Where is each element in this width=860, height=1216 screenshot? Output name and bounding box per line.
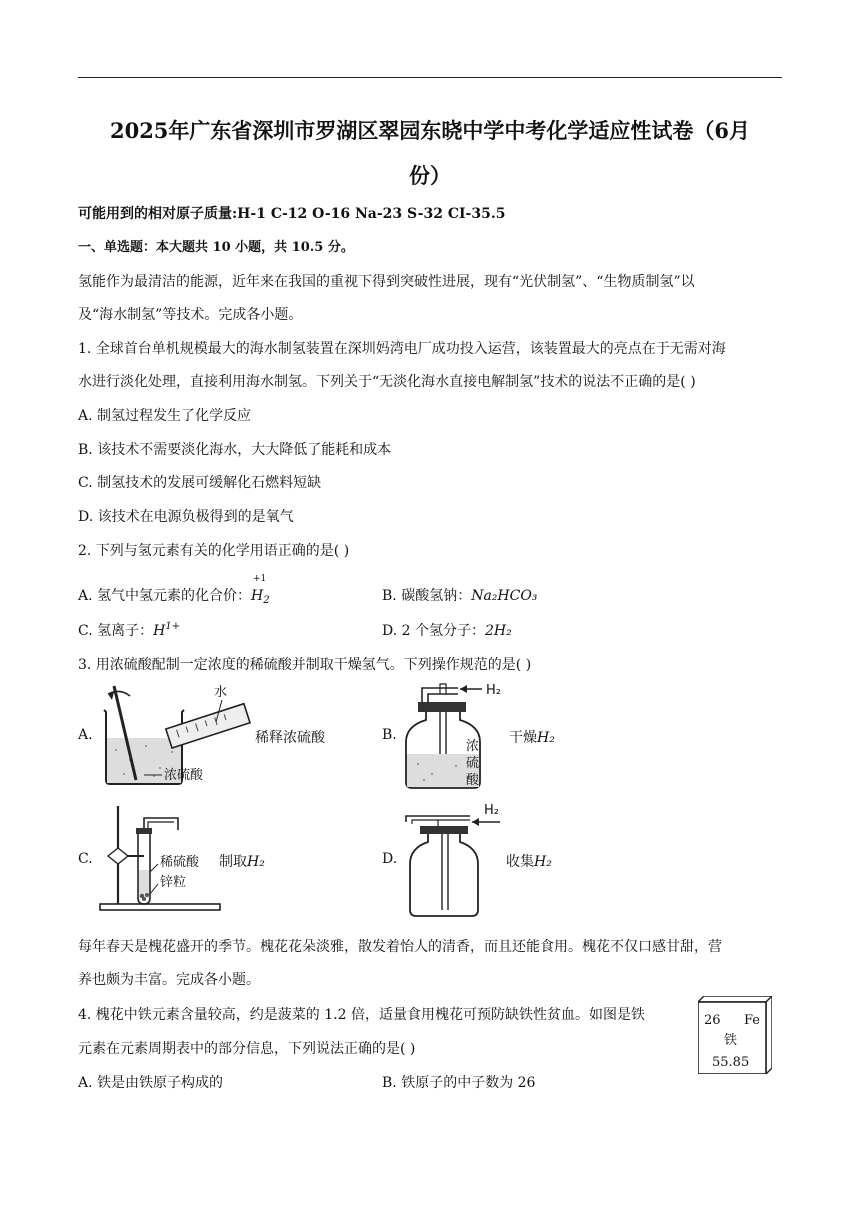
formula-subscript: 2: [263, 595, 270, 606]
element-symbol: Fe: [744, 1013, 761, 1028]
question-3-option-a-caption: 稀释浓硫酸: [255, 730, 325, 746]
option-text: B. 碳酸氢钠：: [382, 588, 472, 604]
figure-collecting-bottle: [398, 798, 518, 918]
section-heading: 一、单选题：本大题共 10 小题，共 10.5 分。: [78, 240, 354, 255]
formula: 2H₂: [484, 623, 512, 639]
iron-element-card: [698, 996, 772, 1074]
element-name: 铁: [724, 1033, 738, 1048]
question-3-option-c-caption: [219, 851, 265, 871]
question-1-option-d[interactable]: D. 该技术在电源负极得到的是氧气: [78, 509, 294, 525]
intro-paragraph-1b: 及“海水制氢”等技术。完成各小题。: [78, 307, 303, 323]
question-4-stem-b: 元素在元素周期表中的部分信息，下列说法正确的是( ): [78, 1041, 416, 1057]
option-text: D. 2 个氢分子：: [382, 623, 485, 639]
gas-label: H₂: [486, 683, 501, 698]
question-3-option-d-label[interactable]: D.: [382, 851, 398, 867]
question-1-stem-a: 1. 全球首台单机规模最大的海水制氢装置在深圳妈湾电厂成功投入运营，该装置最大的亮点在于无需对海: [78, 341, 726, 357]
figure-generation-setup: [94, 800, 224, 915]
intro-paragraph-1a: 氢能作为最清洁的能源，近年来在我国的重视下得到突破性进展，现有“光伏制氢”、“生物质制氢”以: [78, 274, 695, 290]
zinc-label: 锌粒: [160, 875, 187, 890]
acid-char-2: 硫: [466, 756, 480, 771]
question-1-option-b[interactable]: B. 该技术不需要淡化海水，大大降低了能耗和成本: [78, 442, 392, 458]
question-3-option-a-label[interactable]: A.: [78, 727, 93, 743]
exam-title-line1: 2025年广东省深圳市罗湖区翠园东晓中学中考化学适应性试卷（6月: [109, 118, 751, 143]
caption-text: 干燥: [509, 730, 537, 746]
acid-char-3: 酸: [466, 773, 480, 788]
question-4-stem-a: 4. 槐花中铁元素含量较高，约是菠菜的 1.2 倍，适量食用槐花可预防缺铁性贫血。如图是铁: [78, 1007, 645, 1023]
formula-symbol: H: [153, 623, 166, 639]
question-2-option-d[interactable]: [382, 620, 512, 640]
figure-dilute-acid: [96, 680, 256, 790]
intro-paragraph-2a: 每年春天是槐花盛开的季节。槐花花朵淡雅，散发着怡人的清香，而且还能食用。槐花不仅口感甘甜，营: [78, 939, 722, 955]
question-3-option-c-label[interactable]: C.: [78, 851, 93, 867]
atomic-mass: 55.85: [712, 1055, 750, 1070]
option-text: C. 氢离子：: [78, 623, 154, 639]
question-3-option-d-caption: [506, 851, 552, 871]
atomic-masses: 可能用到的相对原子质量:H-1 C-12 O-16 Na-23 S-32 CI-35.5: [78, 206, 506, 222]
acid-label: 浓硫酸: [164, 768, 204, 783]
question-4-option-a[interactable]: A. 铁是由铁原子构成的: [78, 1075, 224, 1091]
question-2-option-b[interactable]: [382, 585, 537, 605]
intro-paragraph-2b: 养也颇为丰富。完成各小题。: [78, 972, 260, 988]
formula-symbol: H: [251, 588, 264, 604]
atomic-number: 26: [704, 1013, 721, 1028]
acid-char-1: 浓: [466, 739, 480, 754]
exam-title-line2: 份）: [409, 163, 451, 188]
water-label: 水: [214, 685, 228, 700]
caption-text: 制取: [219, 854, 247, 870]
figure-drying-bottle: [396, 680, 526, 792]
question-2-stem: 2. 下列与氢元素有关的化学用语正确的是( ): [78, 543, 350, 559]
question-1-option-c[interactable]: C. 制氢技术的发展可缓解化石燃料短缺: [78, 475, 322, 491]
header-rule: [78, 77, 782, 78]
acid-label: 稀硫酸: [160, 855, 200, 870]
formula: H₂: [537, 730, 555, 746]
valence-superscript: +1: [253, 574, 267, 584]
question-2-option-c[interactable]: [78, 620, 180, 640]
question-1-option-a[interactable]: A. 制氢过程发生了化学反应: [78, 408, 252, 424]
question-1-stem-b: 水进行淡化处理，直接利用海水制氢。下列关于“无淡化海水直接电解制氢”技术的说法不正确的是( ): [78, 374, 696, 390]
option-text: A. 氢气中氢元素的化合价：: [78, 588, 252, 604]
gas-label: H₂: [484, 803, 499, 818]
question-3-option-b-caption: [509, 727, 555, 747]
caption-text: 收集: [506, 854, 534, 870]
question-3-option-b-label[interactable]: B.: [382, 727, 397, 743]
formula: Na₂HCO₃: [471, 588, 538, 604]
question-4-option-b[interactable]: B. 铁原子的中子数为 26: [382, 1075, 536, 1091]
formula-superscript: 1+: [165, 621, 181, 632]
question-2-option-a[interactable]: [78, 574, 273, 606]
question-3-stem: 3. 用浓硫酸配制一定浓度的稀硫酸并制取干燥氢气。下列操作规范的是( ): [78, 657, 532, 673]
formula: H₂: [534, 854, 552, 870]
formula: H₂: [247, 854, 265, 870]
